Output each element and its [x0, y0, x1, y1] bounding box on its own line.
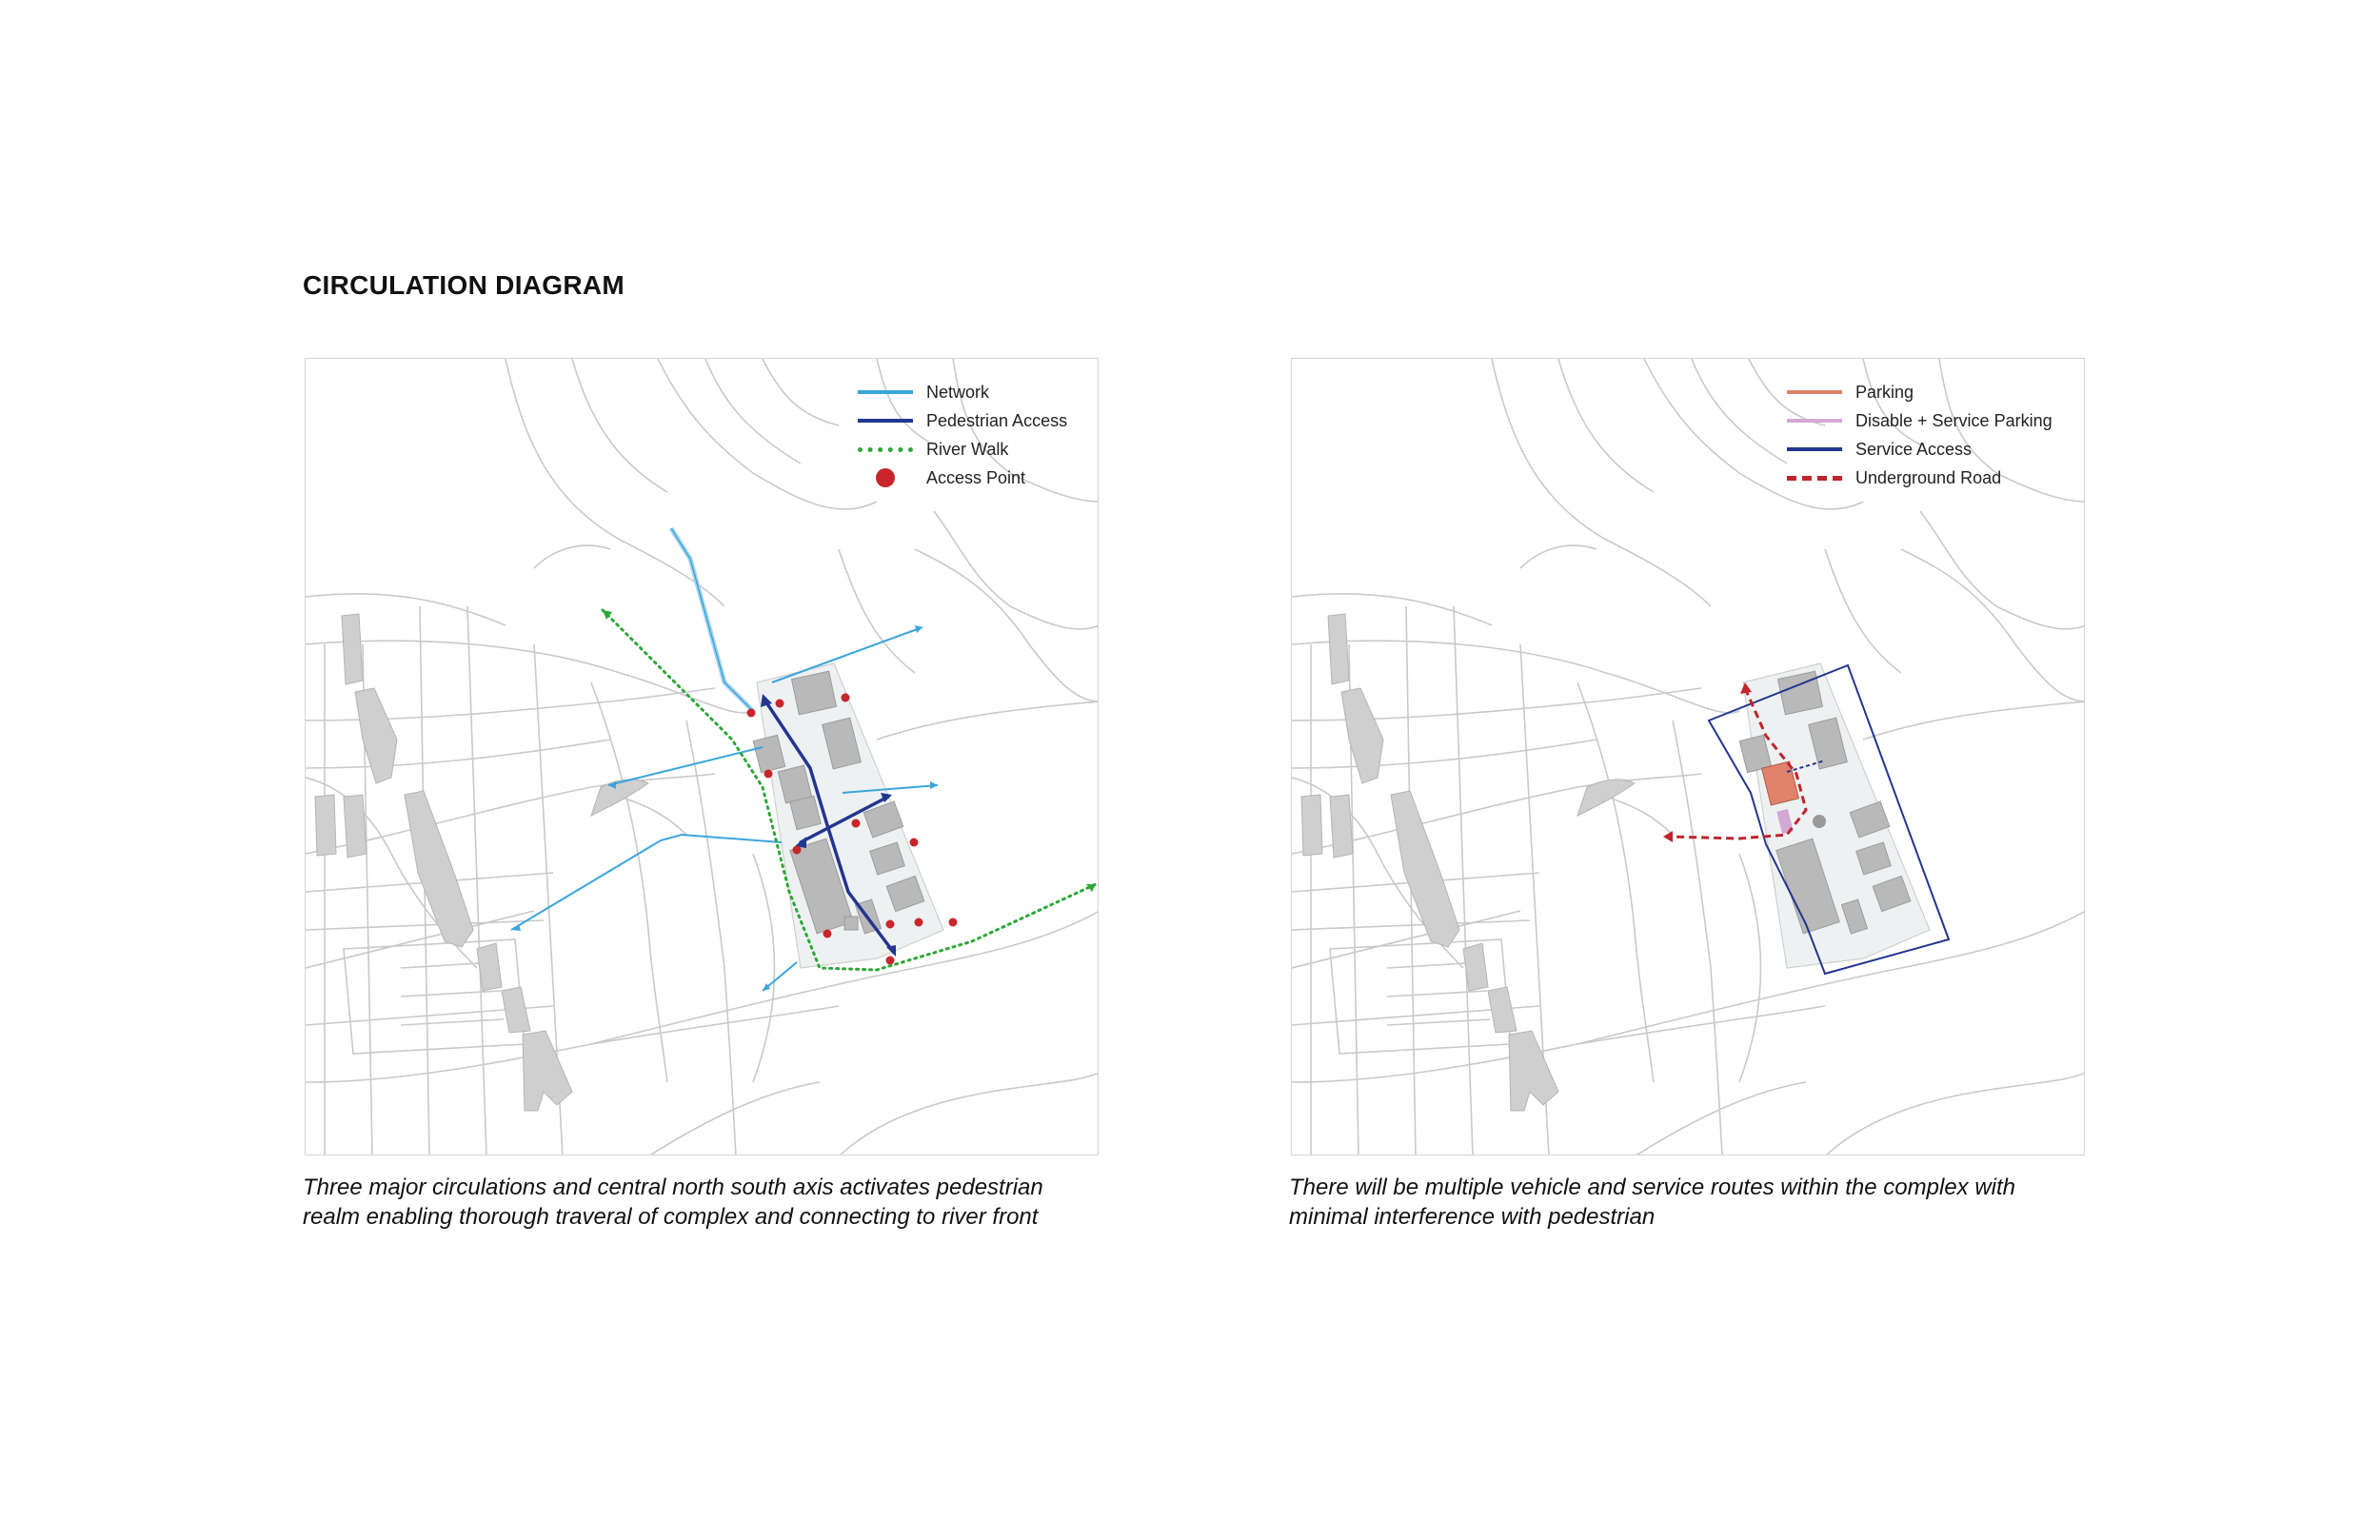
street-line: [753, 854, 775, 1082]
access-point: [764, 770, 773, 779]
street-line: [839, 1073, 1099, 1155]
page-title: CIRCULATION DIAGRAM: [303, 270, 625, 300]
legend-item-network: [858, 378, 1067, 406]
street-line: [1577, 682, 1654, 1082]
block: [1577, 780, 1635, 816]
legend-label: River Walk: [926, 439, 1009, 459]
legend-label: Pedestrian Access: [926, 410, 1068, 430]
legend-swatch: [876, 468, 895, 487]
block: [1488, 987, 1517, 1033]
roundabout: [1813, 815, 1826, 828]
legend-right: [1787, 378, 2053, 492]
legend-swatch: [1787, 419, 1842, 423]
legend-item-parking: [1787, 378, 2053, 406]
legend-label: Access Point: [926, 467, 1026, 487]
access-point: [886, 920, 895, 929]
legend-item-pedestrian-access: [858, 406, 1067, 435]
street-line: [763, 359, 839, 425]
street-line: [1606, 797, 1673, 835]
legend-label: Network: [926, 382, 990, 402]
street-line: [306, 594, 506, 625]
street-line: [1292, 911, 1520, 968]
network-line: [772, 627, 922, 682]
river-walk-arrowhead: [603, 610, 612, 620]
street-line: [934, 511, 1099, 629]
access-point: [949, 918, 958, 927]
legend-item-access-point: [858, 464, 1067, 492]
street-line: [686, 721, 736, 1155]
street-line: [1920, 511, 2085, 629]
network-arrowhead: [915, 625, 922, 633]
street-line: [467, 606, 486, 1155]
street-line: [1387, 1019, 1490, 1025]
street-line: [915, 549, 1099, 701]
legend-label: Underground Road: [1855, 467, 2002, 487]
caption-line: Three major circulations and central north south axis activates pedestrian: [303, 1175, 1043, 1200]
block: [355, 688, 397, 783]
legend-item-disable-service-parking: [1787, 406, 2053, 435]
legend-swatch: [858, 390, 913, 394]
access-point: [852, 819, 861, 828]
block: [502, 987, 530, 1033]
street-line: [306, 740, 610, 768]
street-line: [306, 911, 534, 968]
access-point: [776, 700, 784, 708]
street-line: [705, 359, 801, 464]
block: [1341, 688, 1383, 783]
legend-left: [858, 378, 1067, 492]
street-line: [1558, 359, 1654, 492]
caption-line: realm enabling thorough traveral of complex and connecting to river front: [303, 1204, 1039, 1230]
access-point: [747, 709, 756, 718]
block: [1330, 795, 1353, 858]
street-line: [1825, 549, 1901, 673]
street-line: [877, 701, 1099, 740]
access-point: [915, 918, 923, 927]
legend-label: Service Access: [1855, 439, 1973, 459]
access-point: [842, 694, 850, 702]
block: [1391, 791, 1459, 947]
street-line: [572, 359, 667, 492]
street-line: [1492, 359, 1711, 606]
street-line: [620, 797, 686, 835]
underground-road-arrowhead: [1663, 831, 1673, 842]
legend-swatch: [1787, 476, 1842, 481]
block: [591, 780, 648, 816]
street-line: [591, 682, 667, 1082]
access-point: [793, 846, 802, 855]
legend-item-service-access: [1787, 435, 2053, 464]
caption-right: [1289, 1173, 2127, 1232]
building: [844, 917, 858, 930]
circulation-map-right: [1291, 358, 2085, 1155]
block: [1328, 614, 1349, 684]
legend-swatch: [1787, 390, 1842, 394]
street-line: [1292, 740, 1597, 768]
block: [315, 795, 336, 856]
street-line: [1863, 701, 2085, 740]
street-line: [1901, 549, 2085, 701]
legend-item-underground-road: [1787, 464, 2053, 492]
street-line: [1292, 594, 1492, 625]
building: [791, 671, 836, 714]
street-line: [401, 1019, 504, 1025]
street-line: [401, 991, 501, 997]
street-line: [1454, 606, 1473, 1155]
street-line: [1692, 359, 1787, 464]
block: [1301, 795, 1322, 856]
network-line: [608, 747, 763, 785]
block: [342, 614, 363, 684]
block: [344, 795, 367, 858]
street-line: [1292, 1006, 1825, 1082]
circulation-map-left: [305, 358, 1099, 1155]
block: [405, 791, 473, 947]
block: [1509, 1031, 1558, 1111]
network-arrowhead: [930, 781, 938, 789]
legend-item-river-walk: [858, 435, 1067, 464]
access-point: [886, 957, 895, 965]
legend-label: Parking: [1855, 382, 1914, 402]
access-point: [910, 839, 919, 847]
access-point: [823, 930, 832, 938]
network-line: [671, 528, 753, 711]
legend-swatch: [858, 447, 913, 452]
caption-left: [303, 1173, 1140, 1232]
street-line: [1520, 545, 1597, 568]
legend-swatch: [1787, 447, 1842, 451]
network-line: [671, 528, 753, 711]
street-line: [306, 1006, 839, 1082]
legend-swatch: [858, 419, 913, 423]
block: [523, 1031, 572, 1111]
street-line: [1387, 991, 1487, 997]
caption-line: minimal interference with pedestrian: [1289, 1204, 1656, 1230]
street-line: [1673, 721, 1722, 1155]
street-line: [1739, 854, 1761, 1082]
caption-line: There will be multiple vehicle and service routes within the complex with: [1289, 1175, 2016, 1200]
street-line: [1825, 1073, 2085, 1155]
legend-label: Disable + Service Parking: [1855, 410, 2053, 430]
street-line: [534, 545, 610, 568]
street-line: [658, 359, 877, 509]
